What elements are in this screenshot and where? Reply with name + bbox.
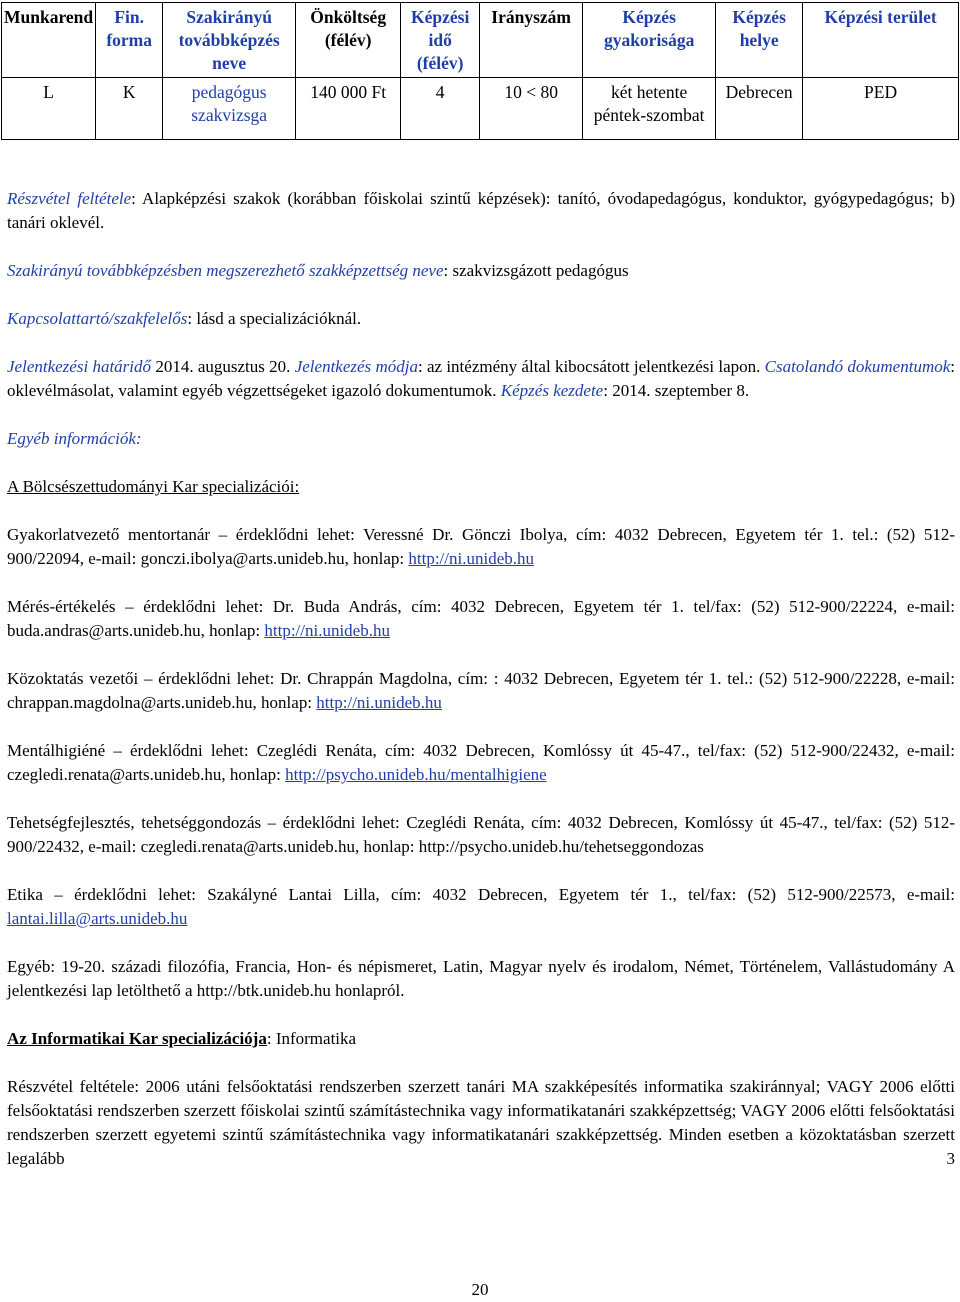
spec-meres-ertekeles	[7, 595, 955, 643]
ik-heading-tail: : Informatika	[266, 1029, 357, 1048]
cell-kepzesi-ido: 4	[401, 78, 480, 140]
spec-mentortanar	[7, 523, 955, 571]
header-kepzesi-ido: Képzési idő (félév)	[401, 3, 480, 78]
reszvetel-text: : Alapképzési szakok (korábban főiskolai szintű képzések): tanító, óvodapedagógus, konduktor, gyógypedagógus; b) tanári oklevél.	[7, 189, 956, 232]
dokumentumok-value: : oklevélmásolat, valamint egyéb végzettségeket igazoló dokumentumok.	[7, 357, 956, 400]
spec-meres-ertekeles-text: Mérés-értékelés – érdeklődni lehet: Dr. Buda András, cím: 4032 Debrecen, Egyetem tér 1. tel/fax: (52) 512-900/22224, e-mail: buda.andras@arts.unideb.hu, honlap:	[7, 597, 955, 640]
header-terulet: Képzési terület	[803, 3, 959, 78]
cell-gyakorisag: két hetente péntek-szombat	[583, 78, 716, 140]
ik-reszvetel-paragraph: Részvétel feltétele: 2006 utáni felsőoktatási rendszerben szerzett tanári MA szakképesítés informatika szakiránnyal; VAGY 2006 előtti felsőoktatási rendszerben szerzett főiskolai szintű számítástechnika vagy informatikatanári szakképzettség; VAGY 2006 előtti felsőoktatási rendszerben szerzett egyetemi szintű számítástechnika vagy informatikatanári szakképzettség. Minden esetben a közoktatásban szerzett legalább 3	[7, 1077, 955, 1168]
spec-tehetseg: Tehetségfejlesztés, tehetséggondozás – érdeklődni lehet: Czeglédi Renáta, cím: 4032 Debrecen, Komlóssy út 45-47., tel/fax: (52) 512- 900/22432, e-mail: czegledi.renata@arts.unideb.hu, honlap: http://psycho.unideb.hu/tehetseggondozas	[7, 813, 955, 856]
document-body	[7, 187, 955, 1171]
hatarido-label: Jelentkezési határidő	[7, 357, 152, 376]
cell-fin-forma: K	[96, 78, 163, 140]
reszvetel-paragraph	[7, 187, 955, 235]
spec-kozoktatas-vezetoi	[7, 667, 955, 715]
kapcsolat-text: : lásd a specializációknál.	[187, 309, 362, 328]
szakkepzettseg-paragraph	[7, 259, 955, 283]
jelentkezes-paragraph	[7, 355, 955, 403]
spec-meres-ertekeles-link[interactable]: http://ni.unideb.hu	[264, 621, 390, 640]
spec-mentortanar-link[interactable]: http://ni.unideb.hu	[408, 549, 534, 568]
cell-kepzes-neve: pedagógus szakvizsga	[163, 78, 296, 140]
kapcsolat-paragraph	[7, 307, 955, 331]
header-onkoltseg: Önköltség (félév)	[296, 3, 401, 78]
kapcsolat-label: Kapcsolattartó/szakfelelős	[7, 309, 188, 328]
page-number: 20	[471, 1280, 489, 1299]
cell-helye: Debrecen	[716, 78, 803, 140]
table-row	[2, 78, 959, 140]
header-fin-forma: Fin. forma	[96, 3, 163, 78]
cell-iranyszam: 10 < 80	[480, 78, 583, 140]
spec-etika	[7, 883, 955, 931]
header-kepzes-neve: Szakirányú továbbképzés neve	[163, 3, 296, 78]
spec-mentalhigiene-link[interactable]: http://psycho.unideb.hu/mentalhigiene	[285, 765, 547, 784]
cell-onkoltseg: 140 000 Ft	[296, 78, 401, 140]
ik-heading-paragraph	[7, 1027, 955, 1051]
table-header-row	[2, 3, 959, 78]
szakkepzettseg-label: Szakirányú továbbképzésben megszerezhető szakképzettség neve	[7, 261, 444, 280]
hatarido-value: 2014. augusztus 20.	[151, 357, 295, 376]
spec-etika-text: Etika – érdeklődni lehet: Szakályné Lantai Lilla, cím: 4032 Debrecen, Egyetem tér 1., tel/fax: (52) 512-900/22573, e-mail:	[7, 885, 955, 904]
spec-mentalhigiene	[7, 739, 955, 787]
header-helye: Képzés helye	[716, 3, 803, 78]
btk-heading: A Bölcsészettudományi Kar specializációi:	[7, 477, 300, 496]
ik-heading: Az Informatikai Kar specializációja	[7, 1029, 267, 1048]
cell-terulet: PED	[803, 78, 959, 140]
program-info-table	[1, 2, 959, 140]
header-iranyszam: Irányszám	[480, 3, 583, 78]
spec-mentalhigiene-text: Mentálhigiéné – érdeklődni lehet: Czeglédi Renáta, cím: 4032 Debrecen, Komlóssy út 45-47., tel/fax: (52) 512-900/22432, e-mail: czegledi.renata@arts.unideb.hu, honlap:	[7, 741, 955, 784]
kezdet-label: Képzés kezdete	[500, 381, 604, 400]
kezdet-value: : 2014. szeptember 8.	[603, 381, 750, 400]
spec-etika-link[interactable]: lantai.lilla@arts.unideb.hu	[7, 909, 188, 928]
spec-kozoktatas-vezetoi-link[interactable]: http://ni.unideb.hu	[316, 693, 442, 712]
spec-egyeb: Egyéb: 19-20. századi filozófia, Francia, Hon- és népismeret, Latin, Magyar nyelv és irodalom, Német, Történelem, Vallástudomány A jelentkezési lap letölthető a http://btk.unideb.hu honlapról.	[7, 957, 955, 1000]
header-munkarend: Munkarend	[2, 3, 96, 78]
dokumentumok-label: Csatolandó dokumentumok	[764, 357, 951, 376]
egyeb-informaciok-label: Egyéb információk:	[7, 429, 142, 448]
spec-mentortanar-text: Gyakorlatvezető mentortanár – érdeklődni lehet: Veressné Dr. Gönczi Ibolya, cím: 4032 Debrecen, Egyetem tér 1. tel.: (52) 512-900/22094, e-mail: gonczi.ibolya@arts.unideb.hu, honlap:	[7, 525, 955, 568]
mod-label: Jelentkezés módja	[294, 357, 418, 376]
reszvetel-label: Részvétel feltétele	[7, 189, 132, 208]
szakkepzettseg-text: : szakvizsgázott pedagógus	[443, 261, 629, 280]
cell-munkarend: L	[2, 78, 96, 140]
spec-kozoktatas-vezetoi-text: Közoktatás vezetői – érdeklődni lehet: Dr. Chrappán Magdolna, cím: : 4032 Debrecen, Egyetem tér 1. tel.: (52) 512-900/22228, e-mail: chrappan.magdolna@arts.unideb.hu, honlap:	[7, 669, 955, 712]
mod-value: : az intézmény által kibocsátott jelentkezési lapon.	[417, 357, 765, 376]
header-gyakorisag: Képzés gyakorisága	[583, 3, 716, 78]
